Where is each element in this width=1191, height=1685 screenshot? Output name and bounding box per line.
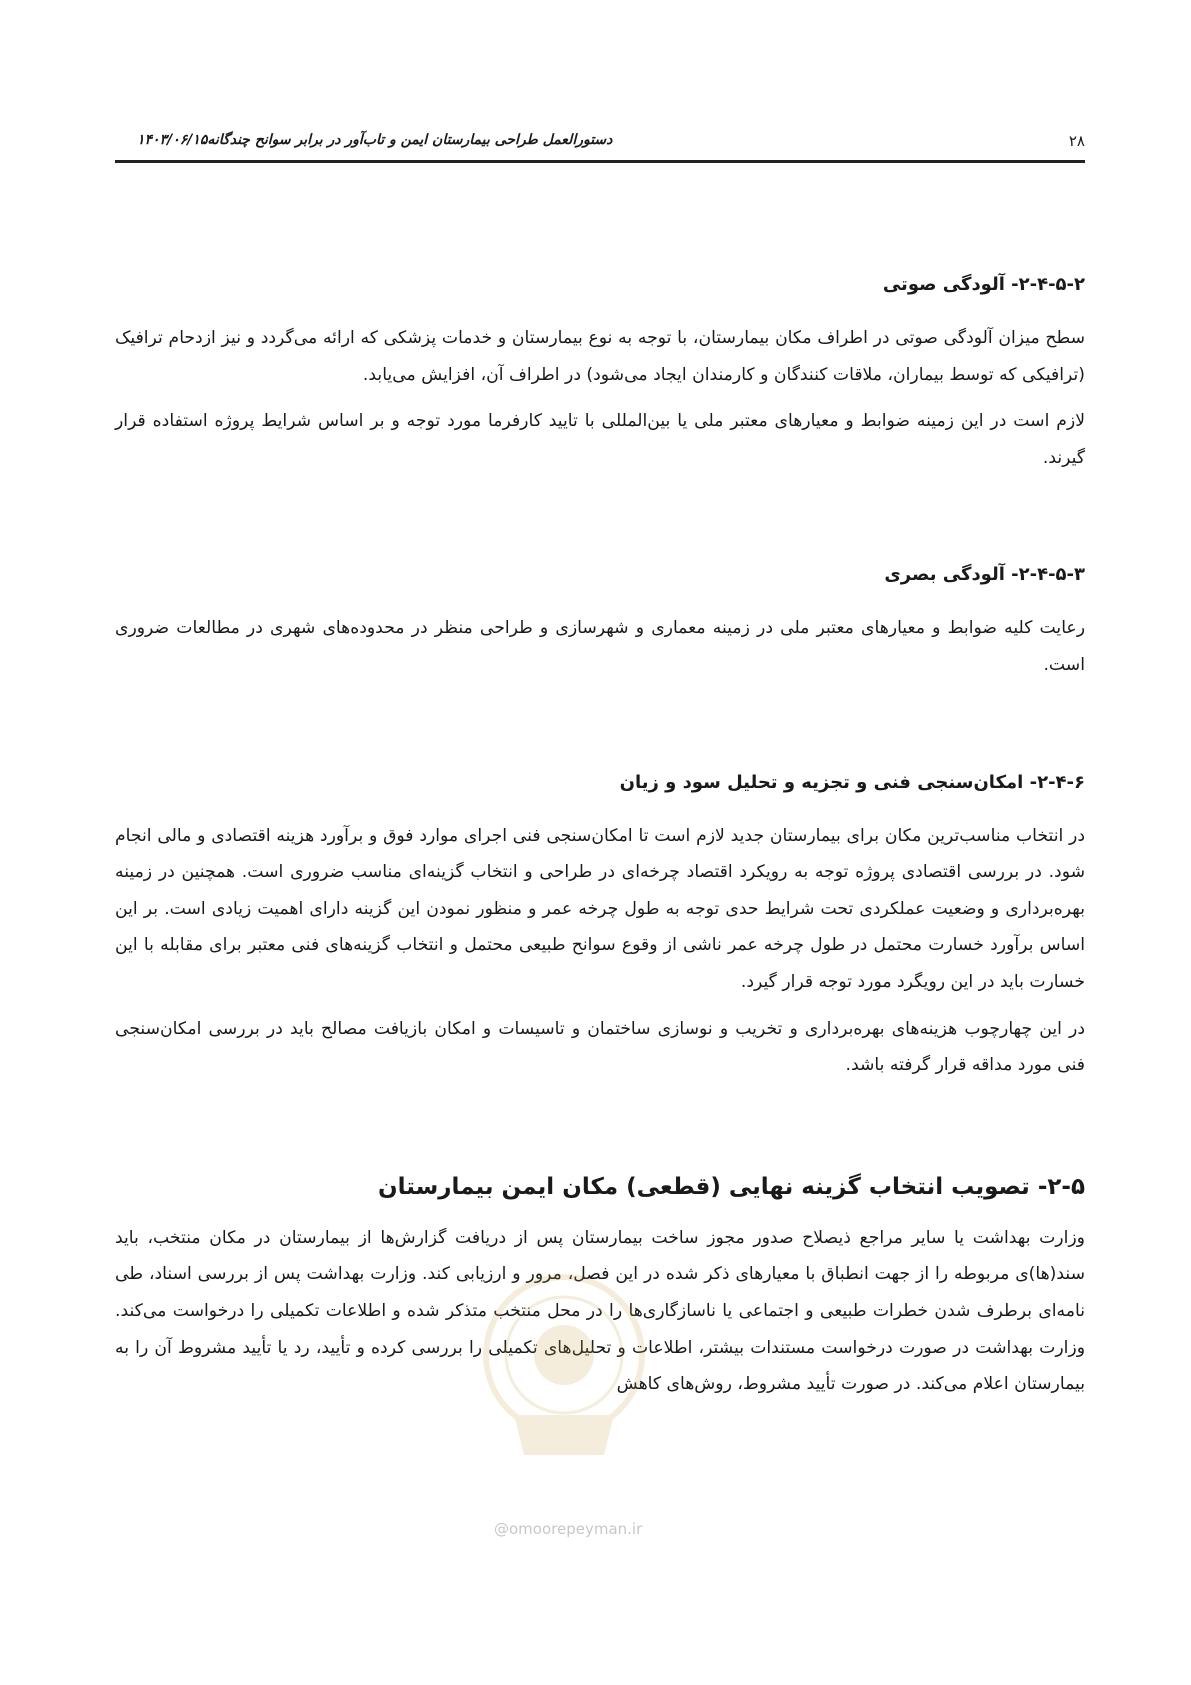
section-noise-pollution [115,270,1085,476]
section-visual-pollution [115,560,1085,683]
spacer [115,486,1085,560]
page-number: ۲۸ [1068,132,1085,150]
watermark-text: @omoorepeyman.ir [494,1520,643,1538]
paragraph: رعایت کلیه ضوابط و معیارهای معتبر ملی در زمینه معماری و شهرسازی و طراحی منظر در محدوده‌های شهری در مطالعات ضروری است. [115,618,1085,675]
section-heading: ۲-۴-۶- امکان‌سنجی فنی و تجزیه و تحلیل سود و زیان [619,771,1085,793]
document-date: ۱۴۰۳/۰۶/۱۵ [137,132,208,148]
paragraph: در این چهارچوب هزینه‌های بهره‌برداری و تخریب و نوسازی ساختمان و تاسیسات و امکان بازیافت مصالح باید در بررسی امکان‌سنجی فنی مورد مداقه قرار گرفته باشد. [115,1018,1085,1076]
spacer [115,1094,1085,1168]
main-section-heading: ۲-۵- تصویب انتخاب گزینه نهایی (قطعی) مکان ایمن بیمارستان [377,1173,1085,1200]
section-heading: ۲-۴-۵-۳- آلودگی بصری [884,564,1085,586]
section-feasibility [115,768,1085,1084]
section-heading: ۲-۴-۵-۲- آلودگی صوتی [882,274,1085,295]
paragraph: سطح میزان آلودگی صوتی در اطراف مکان بیمارستان، با توجه به نوع بیمارستان و خدمات پزشکی که ارائه می‌گردد و نیز ازدحام ترافیک (ترافیکی که توسط بیماران، ملاقات کنندگان و کارمندان ایجاد می‌شود) در اطراف آن، افزایش می‌یابد. [115,328,1085,385]
document-title: دستورالعمل طراحی بیمارستان ایمن و تاب‌آور در برابر سوانح چندگانه [207,132,613,148]
paragraph: در انتخاب مناسب‌ترین مکان برای بیمارستان جدید لازم است تا امکان‌سنجی فنی اجرای موارد فوق و برآورد هزینه اقتصادی و مالی انجام شود. در بررسی اقتصادی پروژه توجه به رویکرد اقتصاد چرخه‌ای در طراحی و انتخاب گزینه‌ای مناسب ضروری است. همچنین در زمینه بهره‌برداری و وضعیت عملکردی تحت شرایط حدی توجه به طول چرخه عمر و منظور نمودن این گزینه دارای اهمیت زیادی است. بر این اساس برآورد خسارت محتمل در طول چرخه عمر ناشی از وقوع سوانح طبیعی محتمل و انتخاب گزینه‌های فنی معتبر برای مقابله با این خسارت باید در این رویگرد مورد توجه قرار گیرد. [115,825,1085,992]
spacer [115,694,1085,768]
paragraph: وزارت بهداشت یا سایر مراجع ذیصلاح صدور مجوز ساخت بیمارستان پس از دریافت گزارش‌ها از بیمارستان در مکان منتخب، باید سند(ها)ی مربوطه را از جهت انطباق با معیارهای ذکر شده در این فصل، مرور و ارزیابی کند. وزارت بهداشت پس از بررسی اسناد، طی نامه‌ای برطرف شدن خطرات طبیعی و اجتماعی یا ناسازگاری‌ها را در محل منتخب متذکر شده و اطلاعات تکمیلی را درخواست می‌کند. وزارت بهداشت در صورت درخواست مستندات بیشتر، اطلاعات و تحلیل‌های تکمیلی را بررسی کرده و تأیید، رد یا تأیید مشروط آن را به بیمارستان اعلام می‌کند. در صورت تأیید مشروط، روش‌های کاهش [115,1227,1085,1395]
document-title-line [115,132,612,148]
page-content [115,270,1085,1413]
section-final-approval [115,1168,1085,1403]
page-header [115,128,1085,163]
paragraph: لازم است در این زمینه ضوابط و معیارهای معتبر ملی یا بین‌المللی با تایید کارفرما مورد توجه و بر اساس شرایط پروژه استفاده قرار گیرند. [115,411,1085,468]
